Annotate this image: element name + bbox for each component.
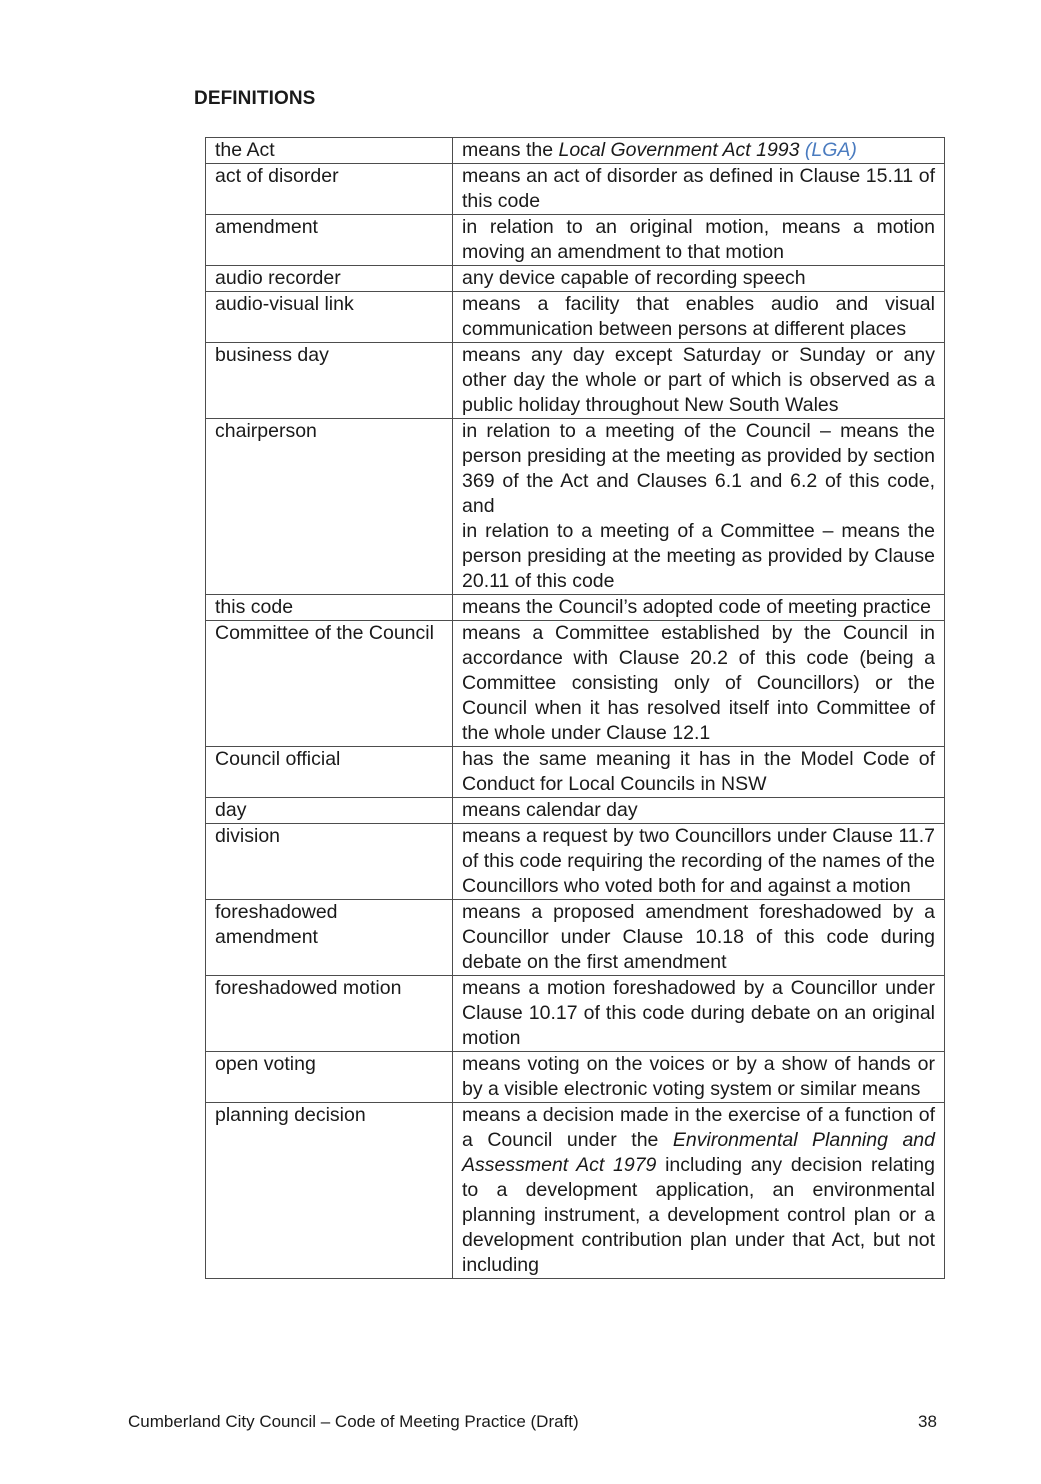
definition-meaning: [453, 621, 945, 747]
definition-row: [206, 292, 945, 343]
definition-text: has the same meaning it has in the Model Code of Conduct for Local Councils in NSW: [462, 748, 935, 795]
definition-meaning: [453, 798, 945, 824]
definition-text: in relation to an original motion, means a motion moving an amendment to that motion: [462, 216, 935, 263]
definition-meaning: [453, 266, 945, 292]
definition-row: [206, 900, 945, 976]
definition-term: Council official: [206, 747, 453, 798]
footer-page-number: 38: [918, 1412, 937, 1431]
definition-text: means a motion foreshadowed by a Councillor under Clause 10.17 of this code during debate on an original motion: [462, 977, 935, 1049]
definition-meaning: [453, 343, 945, 419]
definition-term: day: [206, 798, 453, 824]
definition-row: [206, 747, 945, 798]
definition-text: means calendar day: [462, 799, 638, 821]
definition-row: [206, 595, 945, 621]
definition-term: audio-visual link: [206, 292, 453, 343]
definition-text: in relation to a meeting of the Council – means the person presiding at the meeting as provided by section 369 of the Act and Clauses 6.1 and 6.2 of this code, and: [462, 420, 935, 517]
definition-term: act of disorder: [206, 164, 453, 215]
definition-term: planning decision: [206, 1103, 453, 1279]
definition-row: [206, 215, 945, 266]
definition-row: [206, 824, 945, 900]
definition-row: [206, 1103, 945, 1279]
definition-term: amendment: [206, 215, 453, 266]
lga-abbreviation: (LGA): [804, 139, 857, 161]
definition-term: open voting: [206, 1052, 453, 1103]
definition-text: means a facility that enables audio and visual communication between persons at different places: [462, 293, 935, 340]
definition-meaning: [453, 138, 945, 164]
definition-row: [206, 1052, 945, 1103]
definition-text: means any day except Saturday or Sunday or any other day the whole or part of which is observed as a public holiday throughout New South Wales: [462, 344, 935, 416]
definition-row: [206, 419, 945, 595]
definition-text: including any decision relating to a development application, an environmental planning instrument, a development control plan or a development contribution plan under that Act, but not including: [462, 1154, 935, 1276]
definition-term: business day: [206, 343, 453, 419]
definition-text: means the: [462, 139, 559, 161]
page-heading: DEFINITIONS: [194, 88, 316, 109]
definition-row: [206, 976, 945, 1052]
definition-text: means a request by two Councillors under Clause 11.7 of this code requiring the recording of the names of the Councillors who voted both for and against a motion: [462, 825, 935, 897]
definition-meaning: [453, 824, 945, 900]
definition-meaning: [453, 292, 945, 343]
definition-term: this code: [206, 595, 453, 621]
definition-term: division: [206, 824, 453, 900]
definition-row: [206, 164, 945, 215]
definition-row: [206, 621, 945, 747]
definition-term: foreshadowed motion: [206, 976, 453, 1052]
definition-text: means voting on the voices or by a show of hands or by a visible electronic voting system or similar means: [462, 1053, 935, 1100]
definition-text: means the Council’s adopted code of meeting practice: [462, 596, 932, 618]
definition-text: in relation to a meeting of a Committee – means the person presiding at the meeting as provided by Clause 20.11 of this code: [462, 520, 935, 592]
definition-meaning: [453, 1052, 945, 1103]
definitions-table-body: [206, 138, 945, 1279]
definitions-table: [205, 137, 945, 1279]
definition-text: means a decision made in the exercise of a function of a Council under the: [462, 1104, 935, 1151]
definition-meaning: [453, 215, 945, 266]
definition-term: the Act: [206, 138, 453, 164]
definition-term: audio recorder: [206, 266, 453, 292]
definition-text: means an act of disorder as defined in Clause 15.11 of this code: [462, 165, 935, 212]
definition-row: [206, 798, 945, 824]
definition-meaning: [453, 976, 945, 1052]
definition-meaning: [453, 164, 945, 215]
definition-meaning: [453, 1103, 945, 1279]
definition-meaning: [453, 900, 945, 976]
footer-document-title: Cumberland City Council – Code of Meeting Practice (Draft): [128, 1412, 579, 1431]
definition-term: Committee of the Council: [206, 621, 453, 747]
definition-meaning: [453, 419, 945, 595]
definition-meaning: [453, 747, 945, 798]
definition-text: means a Committee established by the Council in accordance with Clause 20.2 of this code (being a Committee consisting only of Councillors) or the Council when it has resolved itself into Committee of the whole under Clause 12.1: [462, 622, 935, 744]
definition-text: means a proposed amendment foreshadowed by a Councillor under Clause 10.18 of this code during debate on the first amendment: [462, 901, 935, 973]
definition-term: foreshadowed amendment: [206, 900, 453, 976]
definition-text: any device capable of recording speech: [462, 267, 806, 289]
definition-row: [206, 138, 945, 164]
act-title: Environmental Planning and Assessment Act 1979: [462, 1129, 936, 1176]
act-title: Local Government Act 1993: [558, 139, 800, 161]
definition-term: chairperson: [206, 419, 453, 595]
definition-row: [206, 343, 945, 419]
definition-meaning: [453, 595, 945, 621]
definition-row: [206, 266, 945, 292]
